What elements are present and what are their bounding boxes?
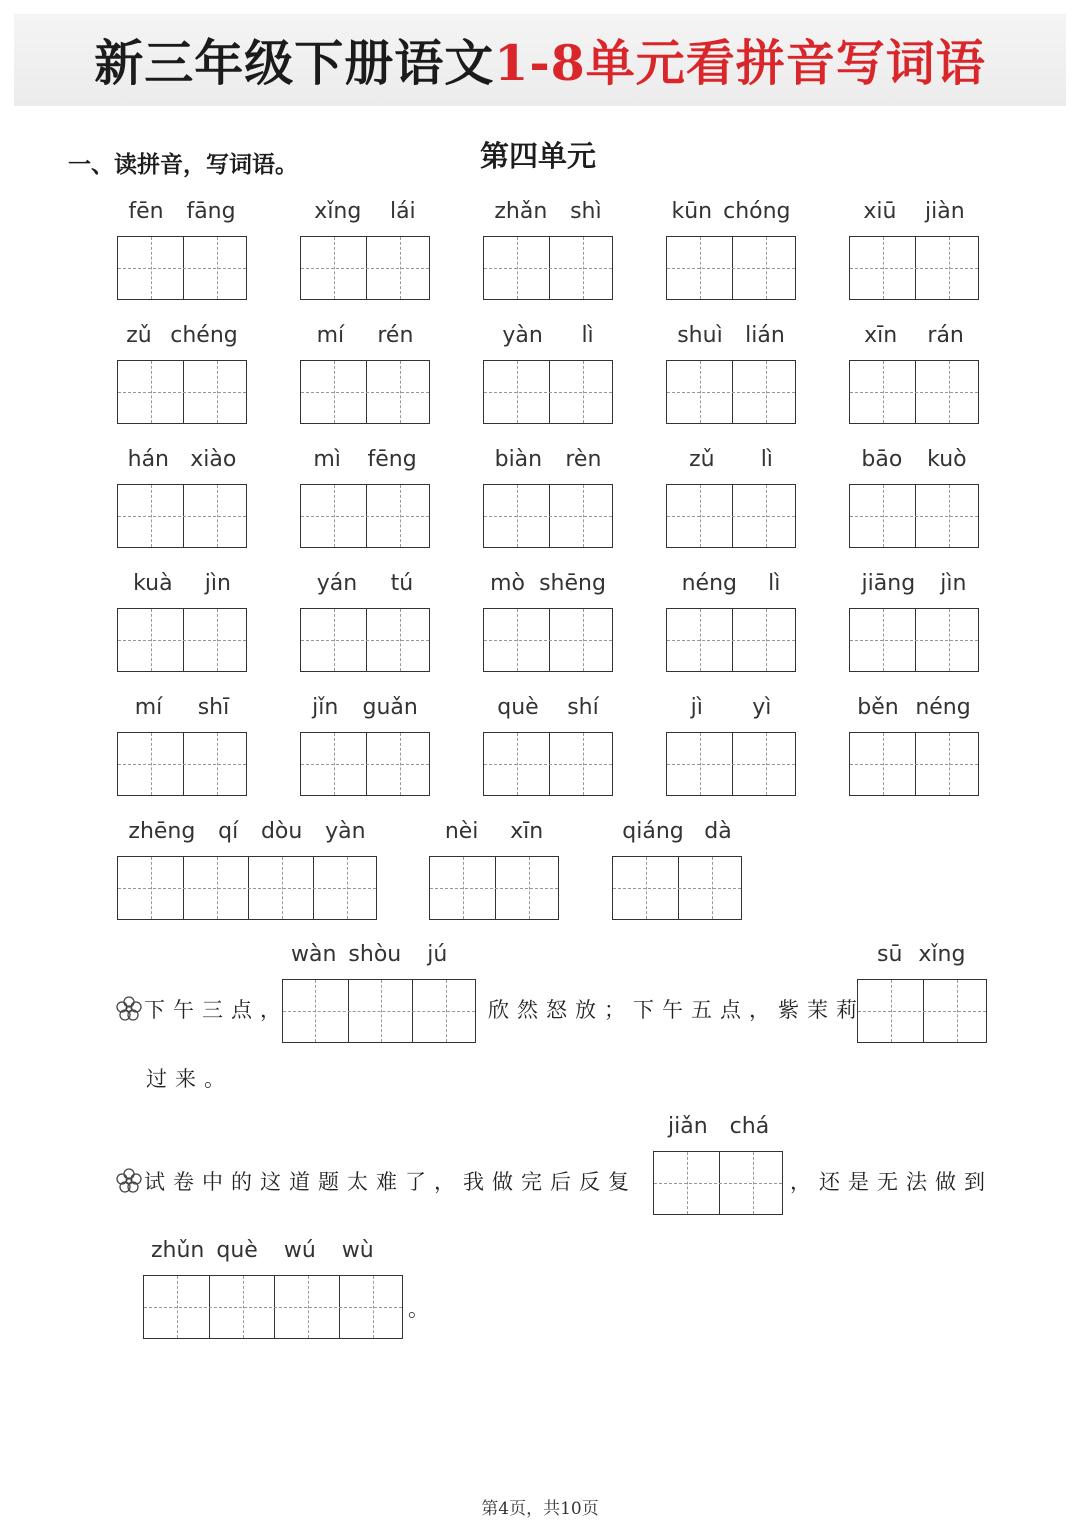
guide-line bbox=[667, 640, 795, 641]
answer-box[interactable] bbox=[483, 484, 613, 548]
sentence1-blank1-pinyin: wàn shòu jú bbox=[291, 942, 448, 967]
title-banner bbox=[14, 14, 1066, 106]
sentence2-answer-box-1[interactable] bbox=[653, 1151, 783, 1215]
guide-line bbox=[667, 516, 795, 517]
sentence2-middle: ，还是无法做到 bbox=[790, 1170, 993, 1194]
answer-box[interactable] bbox=[612, 856, 742, 920]
sentence1-start: 下午三点， bbox=[116, 995, 289, 1025]
pinyin-label: zhǎn shì bbox=[494, 199, 602, 224]
answer-box[interactable] bbox=[666, 360, 796, 424]
pinyin-label: nèi xīn bbox=[444, 819, 544, 844]
pinyin-label: mì fēng bbox=[313, 447, 417, 472]
pinyin-label: xiū jiàn bbox=[863, 199, 965, 224]
pinyin-label: kuà jìn bbox=[133, 571, 231, 596]
pinyin-label: fēn fāng bbox=[128, 199, 236, 224]
pinyin-label: mí shī bbox=[134, 695, 230, 720]
title-highlight: 1-8单元看拼音写词语 bbox=[494, 34, 986, 92]
sentence2-blank1-pinyin: jiǎn chá bbox=[668, 1114, 770, 1139]
answer-box[interactable] bbox=[483, 360, 613, 424]
guide-line bbox=[301, 764, 429, 765]
pinyin-label: xǐng lái bbox=[314, 199, 416, 224]
guide-line bbox=[484, 268, 612, 269]
guide-line bbox=[430, 888, 558, 889]
answer-box[interactable] bbox=[117, 608, 247, 672]
pinyin-label: mí rén bbox=[316, 323, 414, 348]
sentence1-blank2-pinyin: sū xǐng bbox=[877, 942, 966, 967]
answer-box[interactable] bbox=[300, 732, 430, 796]
flower-icon bbox=[116, 1168, 142, 1194]
pinyin-label: zhēng qí dòu yàn bbox=[128, 819, 366, 844]
answer-box[interactable] bbox=[117, 484, 247, 548]
title-main: 新三年级下册语文 bbox=[94, 34, 495, 92]
unit-heading: 第四单元 bbox=[480, 139, 597, 173]
answer-box[interactable] bbox=[300, 608, 430, 672]
guide-line bbox=[667, 268, 795, 269]
answer-box[interactable] bbox=[483, 236, 613, 300]
guide-line bbox=[301, 516, 429, 517]
guide-line bbox=[118, 392, 246, 393]
answer-box[interactable] bbox=[117, 360, 247, 424]
answer-box[interactable] bbox=[483, 608, 613, 672]
pinyin-label: kūn chóng bbox=[671, 199, 791, 224]
pinyin-label: xīn rán bbox=[864, 323, 964, 348]
sentence2-answer-box-2[interactable] bbox=[143, 1275, 403, 1339]
pinyin-label: shuì lián bbox=[677, 323, 785, 348]
guide-line bbox=[850, 640, 978, 641]
answer-box[interactable] bbox=[117, 236, 247, 300]
guide-line bbox=[118, 640, 246, 641]
pinyin-label: jì yì bbox=[690, 695, 772, 720]
guide-line bbox=[613, 888, 741, 889]
pinyin-label: biàn rèn bbox=[494, 447, 602, 472]
guide-line bbox=[667, 392, 795, 393]
answer-box[interactable] bbox=[849, 236, 979, 300]
guide-line bbox=[850, 764, 978, 765]
pinyin-label: què shí bbox=[497, 695, 599, 720]
answer-box[interactable] bbox=[849, 608, 979, 672]
answer-box[interactable] bbox=[666, 484, 796, 548]
pinyin-label: zǔ chéng bbox=[126, 323, 238, 348]
answer-box[interactable] bbox=[300, 236, 430, 300]
guide-line bbox=[283, 1011, 475, 1012]
answer-box[interactable] bbox=[429, 856, 559, 920]
answer-box[interactable] bbox=[849, 360, 979, 424]
flower-icon bbox=[116, 996, 142, 1022]
guide-line bbox=[484, 392, 612, 393]
guide-line bbox=[144, 1307, 402, 1308]
guide-line bbox=[484, 640, 612, 641]
pinyin-label: néng lì bbox=[681, 571, 781, 596]
answer-box[interactable] bbox=[300, 484, 430, 548]
answer-box[interactable] bbox=[117, 856, 377, 920]
guide-line bbox=[667, 764, 795, 765]
section-heading: 一、读拼音，写词语。 bbox=[68, 152, 298, 178]
guide-line bbox=[654, 1183, 782, 1184]
pinyin-label: zǔ lì bbox=[689, 447, 773, 472]
sentence1-end: 过来。 bbox=[146, 1067, 233, 1091]
answer-box[interactable] bbox=[849, 732, 979, 796]
answer-box[interactable] bbox=[666, 608, 796, 672]
sentence2-end: 。 bbox=[408, 1297, 437, 1321]
guide-line bbox=[301, 392, 429, 393]
answer-box[interactable] bbox=[666, 236, 796, 300]
pinyin-label: hán xiào bbox=[127, 447, 237, 472]
page-footer: 第4页，共10页 bbox=[481, 1499, 599, 1519]
answer-box[interactable] bbox=[483, 732, 613, 796]
sentence1-answer-box-1[interactable] bbox=[282, 979, 476, 1043]
guide-line bbox=[118, 764, 246, 765]
guide-line bbox=[118, 268, 246, 269]
answer-box[interactable] bbox=[300, 360, 430, 424]
pinyin-label: bāo kuò bbox=[861, 447, 967, 472]
guide-line bbox=[484, 764, 612, 765]
guide-line bbox=[118, 888, 376, 889]
guide-line bbox=[850, 392, 978, 393]
guide-line bbox=[484, 516, 612, 517]
answer-box[interactable] bbox=[849, 484, 979, 548]
pinyin-label: běn néng bbox=[857, 695, 971, 720]
guide-line bbox=[850, 516, 978, 517]
answer-box[interactable] bbox=[666, 732, 796, 796]
pinyin-label: mò shēng bbox=[490, 571, 606, 596]
pinyin-label: qiáng dà bbox=[622, 819, 732, 844]
sentence2-blank2-pinyin: zhǔn què wú wù bbox=[151, 1238, 374, 1263]
guide-line bbox=[858, 1011, 986, 1012]
sentence1-middle: 欣然怒放；下午五点，紫茉莉 bbox=[488, 998, 865, 1022]
guide-line bbox=[301, 268, 429, 269]
answer-box[interactable] bbox=[117, 732, 247, 796]
guide-line bbox=[850, 268, 978, 269]
guide-line bbox=[301, 640, 429, 641]
sentence1-answer-box-2[interactable] bbox=[857, 979, 987, 1043]
pinyin-label: yán tú bbox=[316, 571, 414, 596]
pinyin-label: yàn lì bbox=[502, 323, 594, 348]
pinyin-label: jǐn guǎn bbox=[312, 695, 418, 720]
guide-line bbox=[118, 516, 246, 517]
pinyin-label: jiāng jìn bbox=[861, 571, 967, 596]
sentence2-start: 试卷中的这道题太难了，我做完后反复 bbox=[116, 1167, 637, 1197]
